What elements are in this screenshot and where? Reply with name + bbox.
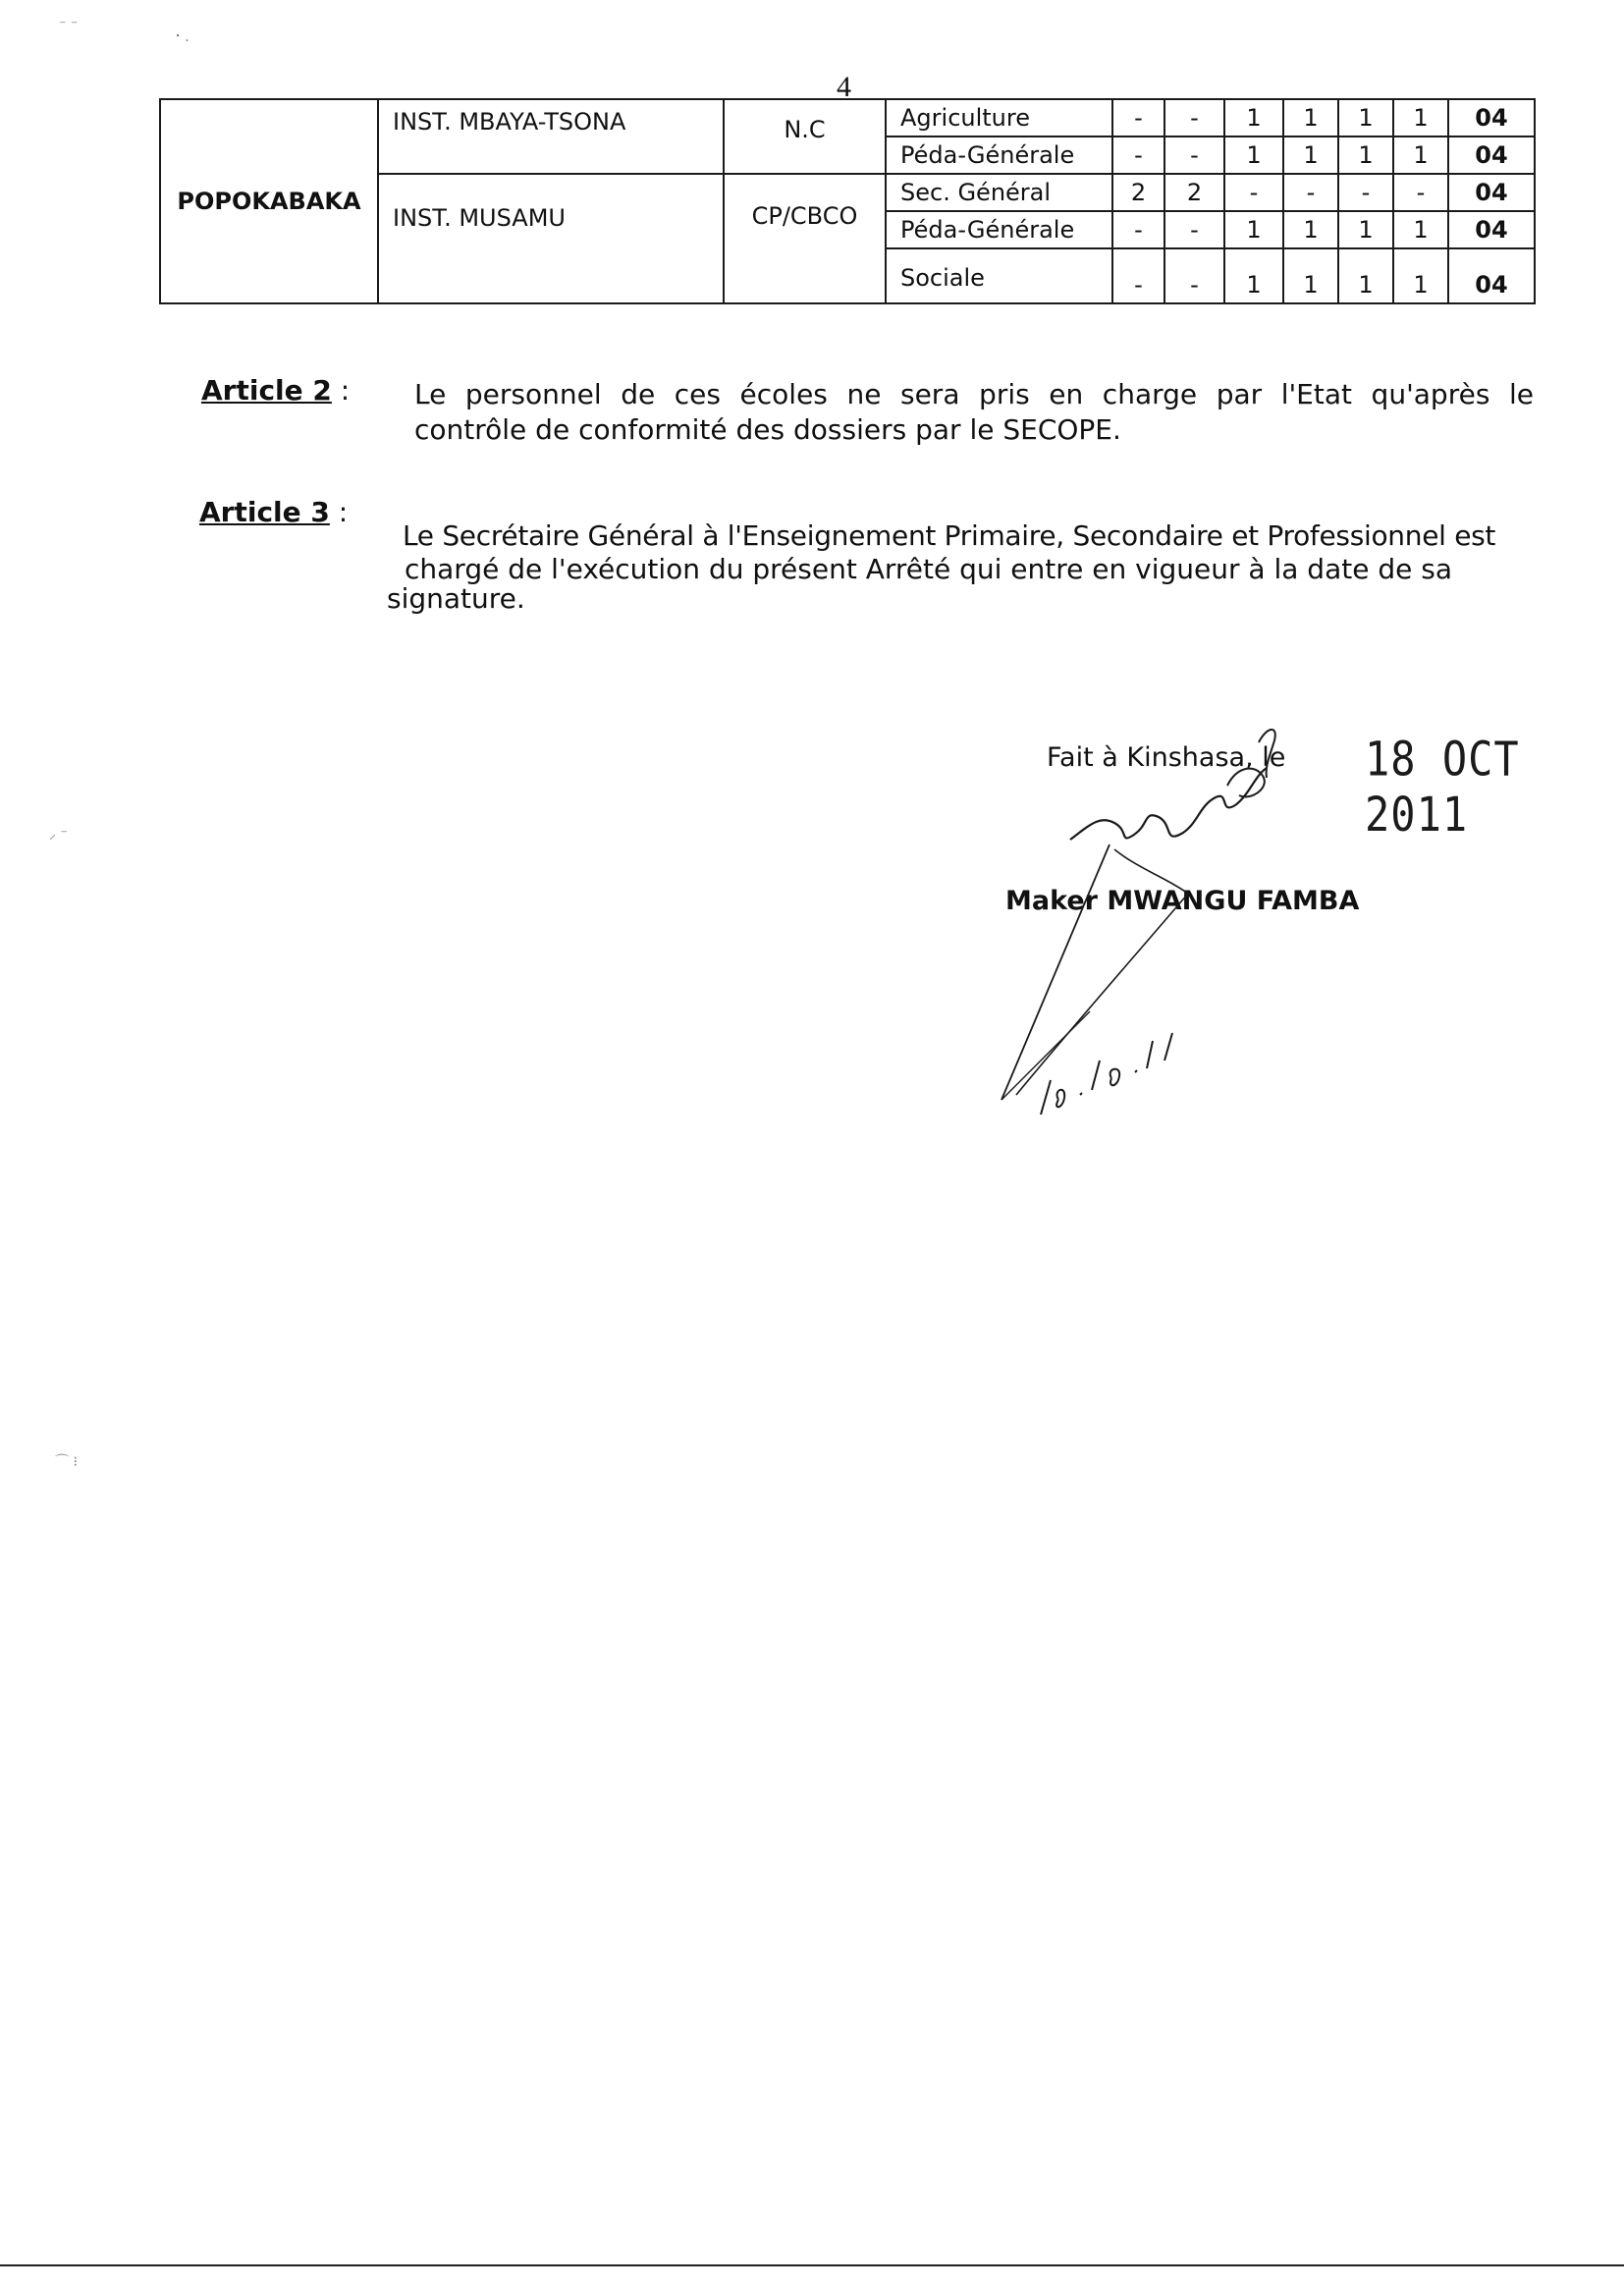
count-cell: - — [1164, 99, 1224, 136]
schools-table-grid — [159, 98, 1536, 304]
count-cell: 1 — [1283, 248, 1338, 303]
count-cell: 1 — [1393, 211, 1448, 248]
count-cell: 1 — [1283, 211, 1338, 248]
schools-table — [159, 98, 1534, 304]
total-cell: 04 — [1448, 174, 1535, 211]
table-row — [160, 99, 1535, 136]
option-cell: Agriculture — [886, 99, 1112, 136]
count-cell: 1 — [1393, 99, 1448, 136]
article-3-line-3: signature. — [387, 582, 525, 615]
school-name-cell: INST. MBAYA-TSONA — [378, 99, 724, 174]
article-2-heading — [201, 373, 350, 409]
total-cell: 04 — [1448, 248, 1535, 303]
option-cell: Péda-Générale — [886, 211, 1112, 248]
count-cell: 1 — [1224, 248, 1283, 303]
total-cell: 04 — [1448, 99, 1535, 136]
option-cell: Sociale — [886, 248, 1112, 303]
count-cell: - — [1112, 248, 1164, 303]
regime-cell: CP/CBCO — [724, 174, 886, 303]
count-cell: - — [1112, 99, 1164, 136]
count-cell: 1 — [1338, 248, 1393, 303]
scan-artifact: ⸝ ⁻ — [49, 827, 68, 843]
school-name-cell: INST. MUSAMU — [378, 174, 724, 303]
count-cell: - — [1164, 248, 1224, 303]
scan-artifact: ⁻ ⁻ — [59, 18, 79, 33]
article-2-colon: : — [331, 374, 351, 407]
bottom-rule — [0, 2264, 1624, 2266]
count-cell: - — [1283, 174, 1338, 211]
count-cell: 1 — [1224, 99, 1283, 136]
count-cell: 1 — [1338, 136, 1393, 174]
count-cell: 1 — [1338, 211, 1393, 248]
count-cell: - — [1338, 174, 1393, 211]
count-cell: - — [1164, 136, 1224, 174]
count-cell: 1 — [1338, 99, 1393, 136]
option-cell: Péda-Générale — [886, 136, 1112, 174]
count-cell: 2 — [1164, 174, 1224, 211]
count-cell: 1 — [1283, 99, 1338, 136]
article-2-line-1: Le personnel de ces écoles ne sera pris en charge par l'Etat qu'après le — [414, 378, 1534, 410]
article-3-label: Article 3 — [199, 496, 330, 528]
regime-cell: N.C — [724, 99, 886, 174]
count-cell: 2 — [1112, 174, 1164, 211]
scan-artifact: ⌒ ⁝ — [55, 1454, 78, 1470]
count-cell: 1 — [1393, 248, 1448, 303]
count-cell: 1 — [1393, 136, 1448, 174]
option-cell: Sec. Général — [886, 174, 1112, 211]
count-cell: - — [1224, 174, 1283, 211]
article-3-colon: : — [329, 496, 349, 528]
article-3-line-2: chargé de l'exécution du présent Arrêté qui entre en vigueur à la date de sa — [405, 553, 1452, 585]
count-cell: 1 — [1224, 136, 1283, 174]
signature-place: Fait à Kinshasa, le — [1047, 742, 1286, 773]
article-2-line-2: contrôle de conformité des dossiers par le SECOPE. — [414, 413, 1121, 446]
count-cell: - — [1164, 211, 1224, 248]
total-cell: 04 — [1448, 136, 1535, 174]
count-cell: - — [1112, 211, 1164, 248]
article-2-label: Article 2 — [201, 374, 332, 407]
signature-date-stamp: 18 OCT 2011 — [1365, 731, 1520, 843]
signatory-name: Maker MWANGU FAMBA — [1005, 886, 1360, 916]
count-cell: 1 — [1224, 211, 1283, 248]
article-3-line-1: Le Secrétaire Général à l'Enseignement Primaire, Secondaire et Professionnel est — [403, 519, 1496, 552]
count-cell: 1 — [1283, 136, 1338, 174]
article-3-heading — [199, 495, 348, 530]
handwritten-signature — [943, 707, 1394, 1149]
sous-division-cell: POPOKABAKA — [160, 99, 378, 303]
count-cell: - — [1112, 136, 1164, 174]
page-number: 4 — [837, 71, 851, 103]
scan-artifact: ⠂. — [175, 29, 189, 45]
count-cell: - — [1393, 174, 1448, 211]
total-cell: 04 — [1448, 211, 1535, 248]
